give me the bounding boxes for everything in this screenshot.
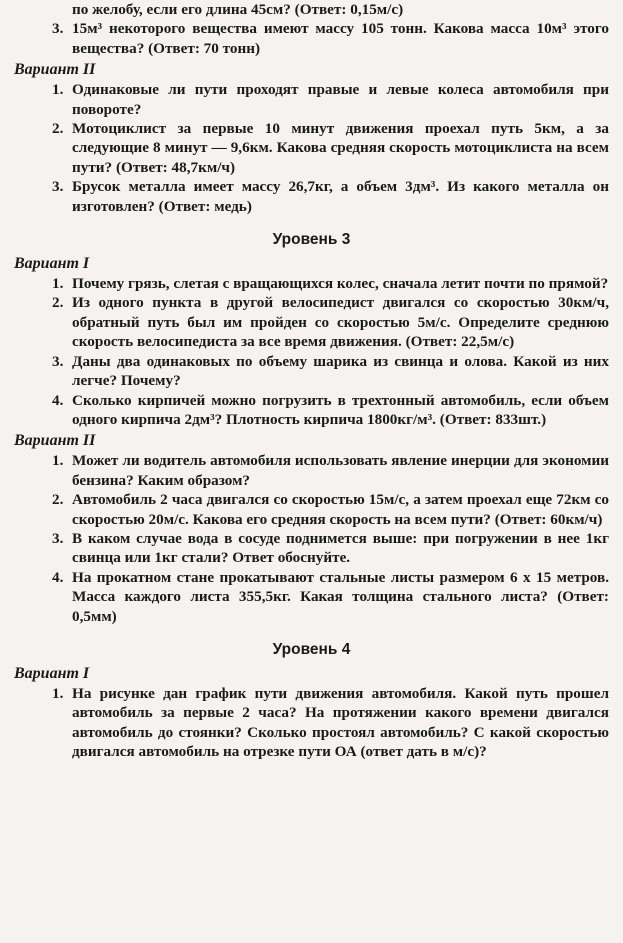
task-text: На рисунке дан график пути движения автомобиля. Какой путь прошел автомобиль за первые 2 часа? На протяжении какого времени двигался автомобиль до стоянки? Сколько простоял автомобиль? С какой скоростью двигался автомобиль на отрезке пути ОА (ответ дать в м/с)? — [72, 684, 609, 761]
task-number: 1. — [52, 81, 64, 99]
task-l3v1-3 — [52, 352, 609, 391]
task-number: 3. — [52, 352, 64, 370]
task-l3v2-2 — [52, 490, 609, 529]
task-number: 2. — [52, 120, 64, 138]
task-l2v2-1 — [52, 80, 609, 119]
task-number: 1. — [52, 452, 64, 470]
task-number: 4. — [52, 568, 64, 586]
variant-heading: Вариант II — [14, 61, 96, 79]
variant-heading: Вариант I — [14, 664, 90, 682]
task-l3v1-1 — [52, 274, 609, 293]
task-text: Сколько кирпичей можно погрузить в трехтонный автомобиль, если объем одного кирпича 2дм³? Плотность кирпича 1800кг/м³. (Ответ: 833шт.) — [72, 391, 609, 428]
task-text: Мотоциклист за первые 10 минут движения проехал путь 5км, а за следующие 8 минут — 9,6км. Какова средняя скорость мотоциклиста на всем пути? (Ответ: 48,7км/ч) — [72, 120, 609, 176]
task-l3v2-1 — [52, 451, 609, 490]
task-l2v2-3 — [52, 177, 609, 216]
task-l3v2-3 — [52, 529, 609, 568]
task-text: Автомобиль 2 часа двигался со скоростью 15м/с, а затем проехал еще 72км со скоростью 20м/с. Какова его средняя скорость на всем пути? (Ответ: 60км/ч) — [72, 491, 609, 528]
task-text: Одинаковые ли пути проходят правые и левые колеса автомобиля при повороте? — [72, 81, 609, 118]
task-text: Брусок металла имеет массу 26,7кг, а объем 3дм³. Из какого металла он изготовлен? (Ответ: медь) — [72, 178, 609, 215]
task-number: 3. — [52, 20, 64, 38]
task-text: В каком случае вода в сосуде поднимется выше: при погружении в нее 1кг свинца или 1кг стали? Ответ обоснуйте. — [72, 529, 609, 567]
task-number: 2. — [52, 491, 64, 509]
task-text: На прокатном стане прокатывают стальные листы размером 6 x 15 метров. Масса каждого листа 355,5кг. Какая толщина стального листа? (Ответ: 0,5мм) — [72, 568, 609, 625]
task-l4v1-1 — [52, 684, 609, 762]
task-number: 2. — [52, 294, 64, 312]
task-text: Почему грязь, слетая с вращающихся колес, сначала летит почти по прямой? — [72, 275, 609, 293]
task-text: Даны два одинаковых по объему шарика из свинца и олова. Какой из них легче? Почему? — [72, 352, 609, 390]
task-text: Может ли водитель автомобиля использовать явление инерции для экономии бензина? Каким образом? — [72, 452, 609, 489]
task-l2v2-2 — [52, 119, 609, 177]
variant-heading: Вариант I — [14, 255, 90, 273]
task-number: 1. — [52, 275, 64, 293]
task-number: 3. — [52, 178, 64, 196]
level-heading: Уровень 3 — [272, 231, 351, 249]
task-text: 15м³ некоторого вещества имеют массу 105 тонн. Какова масса 10м³ этого вещества? (Ответ: 70 тонн) — [72, 20, 609, 57]
task-l3v2-4 — [52, 568, 609, 626]
variant-heading: Вариант II — [14, 432, 96, 450]
task-number: 4. — [52, 391, 64, 409]
task-text: Из одного пункта в другой велосипедист двигался со скоростью 30км/ч, обратный путь был им пройден со скоростью 5м/с. Определите среднюю скорость велосипедиста за все время движения. (Ответ: 22,5м/с) — [72, 294, 609, 351]
task-l2v1-3 — [52, 19, 609, 58]
continued-line: по желобу, если его длина 45см? (Ответ: 0,15м/с) — [72, 1, 404, 18]
task-number: 1. — [52, 684, 64, 702]
level-heading: Уровень 4 — [272, 640, 351, 658]
task-l3v1-4 — [52, 391, 609, 430]
task-number: 3. — [52, 529, 64, 547]
task-l3v1-2 — [52, 293, 609, 351]
